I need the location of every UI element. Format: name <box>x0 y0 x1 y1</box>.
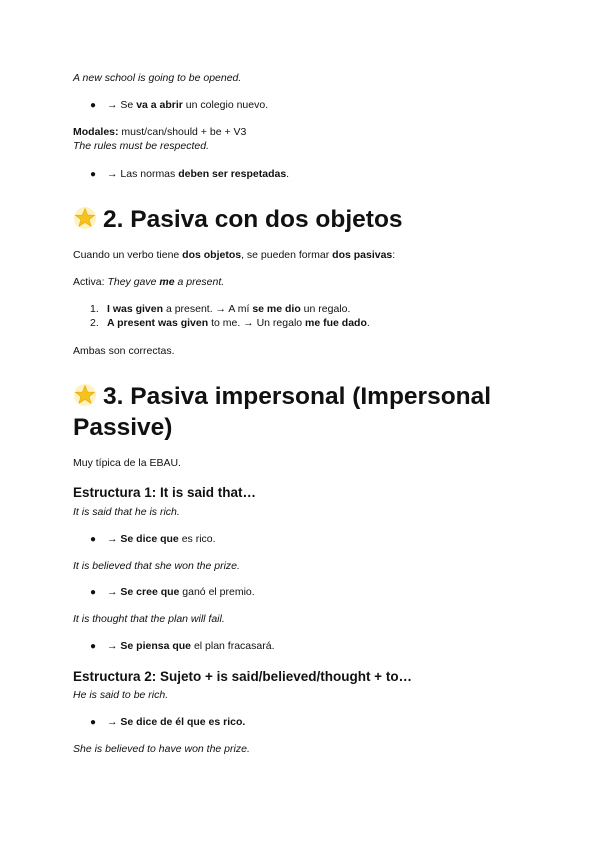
bullet-text: → Se cree que ganó el premio. <box>107 586 255 598</box>
example-sentence: He is said to be rich. <box>73 689 169 701</box>
bullet-dot: ● <box>90 587 97 598</box>
bullet-text: → Las normas deben ser respetadas. <box>107 168 290 180</box>
paragraph: Muy típica de la EBAU. <box>73 457 181 469</box>
bullet-dot: ● <box>90 169 97 180</box>
paragraph: Ambas son correctas. <box>73 345 175 357</box>
section-heading: 2. Pasiva con dos objetos <box>73 203 403 236</box>
list-item: A present was given to me. → Un regalo me fue dado. <box>107 317 370 329</box>
example-sentence: It is said that he is rich. <box>73 506 180 518</box>
list-number: 2. <box>90 317 99 329</box>
subheading: Estructura 2: Sujeto + is said/believed/thought + to… <box>73 669 413 684</box>
activa-line: Activa: They gave me a present. <box>73 276 225 288</box>
example-sentence: It is believed that she won the prize. <box>73 560 240 572</box>
list-item: I was given a present. → A mí se me dio un regalo. <box>107 303 351 315</box>
glowing-star-icon <box>73 383 97 407</box>
example-sentence: The rules must be respected. <box>73 140 209 152</box>
example-sentence: She is believed to have won the prize. <box>73 743 250 755</box>
bullet-dot: ● <box>90 717 97 728</box>
bullet-dot: ● <box>90 534 97 545</box>
subheading: Estructura 1: It is said that… <box>73 485 257 500</box>
example-sentence: It is thought that the plan will fail. <box>73 613 225 625</box>
bullet-text: → Se dice que es rico. <box>107 533 216 545</box>
bullet-text: → Se va a abrir un colegio nuevo. <box>107 99 269 111</box>
section-heading: 3. Pasiva impersonal (Impersonal <box>73 380 491 413</box>
section-heading-continued: Passive) <box>73 414 173 441</box>
bullet-text: → Se piensa que el plan fracasará. <box>107 640 275 652</box>
bullet-dot: ● <box>90 641 97 652</box>
intro-paragraph: Cuando un verbo tiene dos objetos, se pueden formar dos pasivas: <box>73 249 396 261</box>
list-number: 1. <box>90 303 99 315</box>
bullet-dot: ● <box>90 100 97 111</box>
modales-line: Modales: must/can/should + be + V3 <box>73 126 247 138</box>
example-sentence: A new school is going to be opened. <box>73 72 242 84</box>
glowing-star-icon <box>73 206 97 230</box>
bullet-text: → Se dice de él que es rico. <box>107 716 246 728</box>
